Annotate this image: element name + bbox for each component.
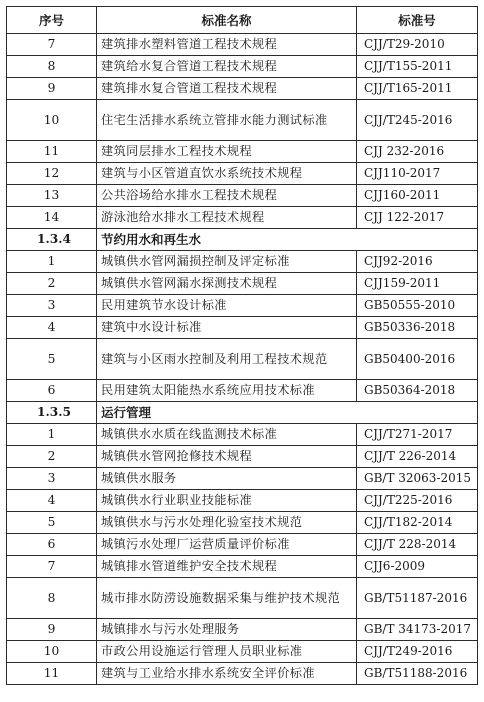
row-standard-name: 建筑同层排水工程技术规程 xyxy=(97,141,357,163)
row-standard-name: 城镇排水与污水处理服务 xyxy=(97,619,357,641)
row-standard-name: 建筑与小区管道直饮水系统技术规程 xyxy=(97,163,357,185)
row-standard-code: CJJ/T 228-2014 xyxy=(357,534,478,556)
table-row xyxy=(7,556,478,578)
row-standard-name: 城镇排水管道维护安全技术规程 xyxy=(97,556,357,578)
row-standard-name: 城市排水防涝设施数据采集与维护技术规范 xyxy=(97,578,357,619)
row-standard-code: CJJ/T225-2016 xyxy=(357,490,478,512)
table-row xyxy=(7,641,478,663)
row-number: 4 xyxy=(7,317,97,339)
row-number: 8 xyxy=(7,56,97,78)
row-number: 2 xyxy=(7,446,97,468)
row-standard-name: 城镇供水管网漏水探测技术规程 xyxy=(97,273,357,295)
row-standard-code: GB50555-2010 xyxy=(357,295,478,317)
table-row xyxy=(7,185,478,207)
row-number: 2 xyxy=(7,273,97,295)
row-standard-name: 建筑与工业给水排水系统安全评价标准 xyxy=(97,663,357,685)
row-standard-code: CJJ 122-2017 xyxy=(357,207,478,229)
row-standard-code: GB50364-2018 xyxy=(357,380,478,402)
table-row xyxy=(7,78,478,100)
row-standard-code: CJJ/T165-2011 xyxy=(357,78,478,100)
row-standard-code: CJJ/T155-2011 xyxy=(357,56,478,78)
row-standard-code: GB/T 32063-2015 xyxy=(357,468,478,490)
row-number: 1 xyxy=(7,424,97,446)
row-standard-code: GB/T 34173-2017 xyxy=(357,619,478,641)
header-serial-number: 序号 xyxy=(7,7,97,34)
row-number: 3 xyxy=(7,468,97,490)
table-row xyxy=(7,446,478,468)
table-header-row xyxy=(7,7,478,34)
table-row xyxy=(7,100,478,141)
row-number: 6 xyxy=(7,380,97,402)
row-standard-name: 建筑中水设计标准 xyxy=(97,317,357,339)
row-number: 12 xyxy=(7,163,97,185)
table-row xyxy=(7,663,478,685)
row-standard-name: 城镇供水管网漏损控制及评定标准 xyxy=(97,251,357,273)
row-number: 14 xyxy=(7,207,97,229)
header-standard-name: 标准名称 xyxy=(97,7,357,34)
table-row xyxy=(7,534,478,556)
row-standard-name: 城镇供水与污水处理化验室技术规范 xyxy=(97,512,357,534)
table-row xyxy=(7,619,478,641)
row-standard-code: CJJ/T29-2010 xyxy=(357,34,478,56)
row-standard-code: CJJ/T182-2014 xyxy=(357,512,478,534)
row-standard-code: GB50400-2016 xyxy=(357,339,478,380)
row-number: 11 xyxy=(7,141,97,163)
row-standard-name: 民用建筑太阳能热水系统应用技术标准 xyxy=(97,380,357,402)
row-standard-name: 建筑给水复合管道工程技术规程 xyxy=(97,56,357,78)
table-row xyxy=(7,34,478,56)
table-row xyxy=(7,317,478,339)
header-standard-code: 标准号 xyxy=(357,7,478,34)
row-standard-code: GB/T51187-2016 xyxy=(357,578,478,619)
row-standard-name: 民用建筑节水设计标准 xyxy=(97,295,357,317)
table-row xyxy=(7,512,478,534)
row-number: 5 xyxy=(7,512,97,534)
table-row xyxy=(7,251,478,273)
section-row xyxy=(7,229,478,251)
row-number: 11 xyxy=(7,663,97,685)
row-number: 4 xyxy=(7,490,97,512)
row-standard-code: CJJ/T 226-2014 xyxy=(357,446,478,468)
section-number: 1.3.5 xyxy=(7,402,97,424)
row-number: 13 xyxy=(7,185,97,207)
row-standard-code: CJJ/T245-2016 xyxy=(357,100,478,141)
row-number: 1 xyxy=(7,251,97,273)
row-standard-code: CJJ159-2011 xyxy=(357,273,478,295)
table-row xyxy=(7,339,478,380)
row-standard-code: CJJ110-2017 xyxy=(357,163,478,185)
row-number: 8 xyxy=(7,578,97,619)
row-standard-code: CJJ/T271-2017 xyxy=(357,424,478,446)
row-standard-name: 建筑与小区雨水控制及利用工程技术规范 xyxy=(97,339,357,380)
standards-table-container xyxy=(6,6,477,685)
table-row xyxy=(7,207,478,229)
table-row xyxy=(7,163,478,185)
table-row xyxy=(7,468,478,490)
table-row xyxy=(7,56,478,78)
row-standard-name: 城镇供水水质在线监测技术标准 xyxy=(97,424,357,446)
table-row xyxy=(7,295,478,317)
row-number: 3 xyxy=(7,295,97,317)
row-standard-code: GB/T51188-2016 xyxy=(357,663,478,685)
row-standard-name: 城镇供水服务 xyxy=(97,468,357,490)
section-title: 运行管理 xyxy=(97,402,478,424)
row-standard-name: 城镇供水行业职业技能标准 xyxy=(97,490,357,512)
row-standard-name: 市政公用设施运行管理人员职业标准 xyxy=(97,641,357,663)
row-standard-code: CJJ160-2011 xyxy=(357,185,478,207)
row-standard-name: 住宅生活排水系统立管排水能力测试标准 xyxy=(97,100,357,141)
row-standard-name: 城镇污水处理厂运营质量评价标准 xyxy=(97,534,357,556)
section-number: 1.3.4 xyxy=(7,229,97,251)
standards-table xyxy=(6,6,478,685)
row-standard-code: CJJ 232-2016 xyxy=(357,141,478,163)
row-standard-code: CJJ92-2016 xyxy=(357,251,478,273)
row-standard-name: 公共浴场给水排水工程技术规程 xyxy=(97,185,357,207)
table-row xyxy=(7,490,478,512)
section-row xyxy=(7,402,478,424)
row-standard-name: 建筑排水塑料管道工程技术规程 xyxy=(97,34,357,56)
row-number: 10 xyxy=(7,641,97,663)
row-standard-code: CJJ6-2009 xyxy=(357,556,478,578)
row-number: 9 xyxy=(7,619,97,641)
row-number: 9 xyxy=(7,78,97,100)
table-row xyxy=(7,273,478,295)
row-number: 5 xyxy=(7,339,97,380)
row-standard-name: 游泳池给水排水工程技术规程 xyxy=(97,207,357,229)
section-title: 节约用水和再生水 xyxy=(97,229,478,251)
table-row xyxy=(7,380,478,402)
row-number: 6 xyxy=(7,534,97,556)
table-row xyxy=(7,578,478,619)
row-standard-code: CJJ/T249-2016 xyxy=(357,641,478,663)
table-row xyxy=(7,424,478,446)
row-standard-code: GB50336-2018 xyxy=(357,317,478,339)
row-number: 7 xyxy=(7,556,97,578)
table-row xyxy=(7,141,478,163)
row-number: 10 xyxy=(7,100,97,141)
row-standard-name: 城镇供水管网抢修技术规程 xyxy=(97,446,357,468)
row-number: 7 xyxy=(7,34,97,56)
row-standard-name: 建筑排水复合管道工程技术规程 xyxy=(97,78,357,100)
